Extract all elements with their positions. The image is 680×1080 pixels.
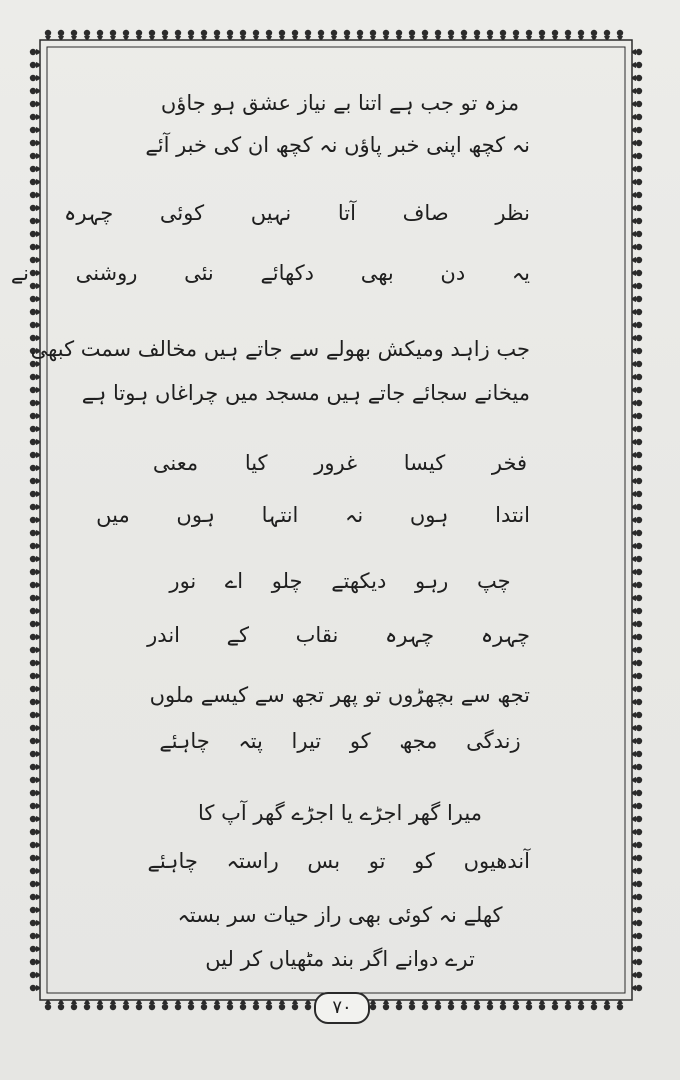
- border-ornament: [30, 413, 40, 419]
- border-ornament: [632, 660, 642, 666]
- border-ornament: [632, 62, 642, 68]
- border-ornament: [136, 1000, 142, 1010]
- verse-line: نظر صاف آتا نہیں کوئی چہرہ: [64, 201, 530, 225]
- border-ornament: [136, 30, 142, 40]
- border-ornament: [58, 1000, 64, 1010]
- border-ornament: [539, 1000, 545, 1010]
- border-ornament: [632, 49, 642, 55]
- verse-line: میخانے سجائے جاتے ہیں مسجد میں چراغاں ہوتا ہے: [81, 381, 530, 405]
- border-ornament: [30, 101, 40, 107]
- border-ornament: [632, 920, 642, 926]
- border-ornament: [30, 673, 40, 679]
- border-ornament: [632, 933, 642, 939]
- border-ornament: [632, 504, 642, 510]
- border-ornament: [632, 127, 642, 133]
- border-ornament: [30, 634, 40, 640]
- border-ornament: [84, 30, 90, 40]
- border-ornament: [30, 777, 40, 783]
- border-ornament: [30, 140, 40, 146]
- border-ornament: [632, 855, 642, 861]
- border-ornament: [30, 686, 40, 692]
- border-ornament: [30, 153, 40, 159]
- border-ornament: [632, 88, 642, 94]
- border-ornament: [30, 946, 40, 952]
- border-ornament: [30, 426, 40, 432]
- border-ornament: [30, 218, 40, 224]
- border-ornament: [632, 530, 642, 536]
- border-ornament: [30, 296, 40, 302]
- border-ornament: [617, 30, 623, 40]
- border-ornament: [632, 790, 642, 796]
- border-ornament: [604, 30, 610, 40]
- border-ornament: [632, 478, 642, 484]
- verse-line: انتدا ہوں نہ انتہا ہوں میں: [96, 503, 530, 527]
- border-ornament: [632, 907, 642, 913]
- poem-text: [10, 0, 530, 1080]
- border-ornament: [632, 959, 642, 965]
- border-ornament: [97, 30, 103, 40]
- border-ornament: [84, 1000, 90, 1010]
- border-ornament: [30, 517, 40, 523]
- border-ornament: [632, 361, 642, 367]
- border-ornament: [30, 868, 40, 874]
- border-ornament: [632, 842, 642, 848]
- border-ornament: [30, 543, 40, 549]
- border-ornament: [30, 114, 40, 120]
- border-ornament: [30, 894, 40, 900]
- border-ornament: [30, 959, 40, 965]
- border-ornament: [632, 179, 642, 185]
- border-ornament: [632, 582, 642, 588]
- border-ornament: [30, 582, 40, 588]
- border-ornament: [632, 777, 642, 783]
- border-ornament: [110, 30, 116, 40]
- border-ornament: [632, 218, 642, 224]
- border-ornament: [632, 751, 642, 757]
- border-ornament: [632, 621, 642, 627]
- border-ornament: [632, 257, 642, 263]
- border-ornament: [30, 855, 40, 861]
- border-ornament: [30, 309, 40, 315]
- border-ornament: [30, 387, 40, 393]
- border-ornament: [591, 1000, 597, 1010]
- border-ornament: [632, 283, 642, 289]
- border-ornament: [632, 205, 642, 211]
- border-ornament: [30, 738, 40, 744]
- border-ornament: [632, 413, 642, 419]
- border-ornament: [632, 426, 642, 432]
- border-ornament: [123, 1000, 129, 1010]
- border-ornament: [30, 205, 40, 211]
- border-ornament: [632, 712, 642, 718]
- border-ornament: [45, 1000, 51, 1010]
- border-ornament: [30, 569, 40, 575]
- border-ornament: [632, 374, 642, 380]
- border-ornament: [552, 30, 558, 40]
- border-ornament: [30, 842, 40, 848]
- border-ornament: [632, 465, 642, 471]
- border-ornament: [30, 166, 40, 172]
- border-ornament: [632, 166, 642, 172]
- verse-line: کھلے نہ کوئی بھی راز حیات سر بستہ: [177, 903, 503, 927]
- border-ornament: [632, 946, 642, 952]
- border-ornament: [632, 569, 642, 575]
- border-ornament: [632, 192, 642, 198]
- border-ornament: [632, 985, 642, 991]
- border-ornament: [30, 192, 40, 198]
- border-ornament: [632, 816, 642, 822]
- border-ornament: [632, 673, 642, 679]
- verse-line: مزہ تو جب ہے اتنا بے نیاز عشق ہو جاؤں: [160, 91, 520, 115]
- page-number: ۷۰: [314, 992, 370, 1024]
- border-ornament: [71, 1000, 77, 1010]
- border-ornament: [30, 491, 40, 497]
- border-ornament: [30, 439, 40, 445]
- border-ornament: [30, 699, 40, 705]
- border-ornament: [632, 894, 642, 900]
- border-ornament: [632, 114, 642, 120]
- border-ornament: [30, 608, 40, 614]
- verse-line: ترے دوانے اگر بند مٹھیاں کر لیں: [205, 947, 475, 971]
- border-ornament: [632, 153, 642, 159]
- verse-line: تجھ سے بچھڑوں تو پھر تجھ سے کیسے ملوں: [149, 683, 530, 707]
- border-ornament: [632, 101, 642, 107]
- border-ornament: [30, 88, 40, 94]
- border-ornament: [617, 1000, 623, 1010]
- verse-line: نہ کچھ اپنی خبر پاؤں نہ کچھ ان کی خبر آئے: [145, 133, 530, 157]
- border-ornament: [30, 829, 40, 835]
- border-ornament: [30, 504, 40, 510]
- border-ornament: [632, 270, 642, 276]
- border-ornament: [30, 127, 40, 133]
- border-ornament: [632, 972, 642, 978]
- border-ornament: [632, 231, 642, 237]
- border-ornament: [632, 725, 642, 731]
- border-ornament: [632, 829, 642, 835]
- border-ornament: [30, 660, 40, 666]
- border-ornament: [30, 985, 40, 991]
- border-ornament: [632, 764, 642, 770]
- border-ornament: [632, 75, 642, 81]
- verse-line: چہرہ چہرہ نقاب کے اندر: [147, 623, 530, 647]
- border-ornament: [30, 179, 40, 185]
- border-ornament: [632, 556, 642, 562]
- verse-line: آندھیوں کو تو بس راستہ چاہئے: [147, 849, 530, 873]
- border-ornament: [632, 309, 642, 315]
- border-ornament: [30, 465, 40, 471]
- border-ornament: [30, 972, 40, 978]
- border-ornament: [30, 790, 40, 796]
- border-ornament: [632, 647, 642, 653]
- border-ornament: [578, 30, 584, 40]
- border-ornament: [632, 322, 642, 328]
- border-ornament: [632, 543, 642, 549]
- border-ornament: [30, 803, 40, 809]
- border-ornament: [632, 517, 642, 523]
- verse-line: جب زاہد ومیکش بھولے سے جاتے ہیں مخالف سمت کبھی: [30, 337, 530, 361]
- border-ornament: [30, 244, 40, 250]
- border-ornament: [632, 608, 642, 614]
- border-ornament: [30, 920, 40, 926]
- border-ornament: [123, 30, 129, 40]
- border-ornament: [578, 1000, 584, 1010]
- border-ornament: [30, 647, 40, 653]
- border-ornament: [30, 595, 40, 601]
- border-ornament: [591, 30, 597, 40]
- border-ornament: [565, 30, 571, 40]
- border-ornament: [632, 686, 642, 692]
- border-ornament: [30, 62, 40, 68]
- border-ornament: [632, 439, 642, 445]
- border-ornament: [539, 30, 545, 40]
- border-ornament: [30, 712, 40, 718]
- border-ornament: [632, 803, 642, 809]
- border-ornament: [97, 1000, 103, 1010]
- border-ornament: [632, 335, 642, 341]
- border-ornament: [30, 816, 40, 822]
- border-ornament: [632, 738, 642, 744]
- verse-line: چپ رہو دیکھتے چلو اے نور: [169, 569, 511, 593]
- border-ornament: [632, 348, 642, 354]
- border-ornament: [30, 764, 40, 770]
- border-ornament: [632, 400, 642, 406]
- border-ornament: [58, 30, 64, 40]
- border-ornament: [30, 933, 40, 939]
- border-ornament: [632, 881, 642, 887]
- border-ornament: [632, 699, 642, 705]
- border-ornament: [30, 907, 40, 913]
- border-ornament: [632, 387, 642, 393]
- border-ornament: [632, 491, 642, 497]
- border-ornament: [30, 400, 40, 406]
- border-ornament: [632, 868, 642, 874]
- border-ornament: [71, 30, 77, 40]
- verse-line: یہ دن بھی دکھائے نئی روشنی نے: [10, 261, 530, 285]
- border-ornament: [632, 296, 642, 302]
- border-ornament: [632, 634, 642, 640]
- border-ornament: [30, 374, 40, 380]
- verse-line: زندگی مجھ کو تیرا پتہ چاہئے: [159, 729, 521, 753]
- border-ornament: [30, 49, 40, 55]
- border-ornament: [30, 231, 40, 237]
- border-ornament: [30, 530, 40, 536]
- border-ornament: [632, 140, 642, 146]
- border-ornament: [604, 1000, 610, 1010]
- border-ornament: [30, 621, 40, 627]
- verse-line: میرا گھر اجڑے یا اجڑے گھر آپ کا: [198, 801, 482, 825]
- border-ornament: [30, 322, 40, 328]
- border-ornament: [30, 452, 40, 458]
- verse-line: فخر کیسا غرور کیا معنی: [152, 451, 528, 475]
- border-ornament: [552, 1000, 558, 1010]
- border-ornament: [30, 751, 40, 757]
- border-ornament: [632, 452, 642, 458]
- border-ornament: [565, 1000, 571, 1010]
- border-ornament: [30, 881, 40, 887]
- border-ornament: [632, 595, 642, 601]
- border-ornament: [45, 30, 51, 40]
- border-ornament: [30, 556, 40, 562]
- border-ornament: [632, 244, 642, 250]
- border-ornament: [30, 725, 40, 731]
- border-ornament: [30, 75, 40, 81]
- border-ornament: [110, 1000, 116, 1010]
- border-ornament: [30, 478, 40, 484]
